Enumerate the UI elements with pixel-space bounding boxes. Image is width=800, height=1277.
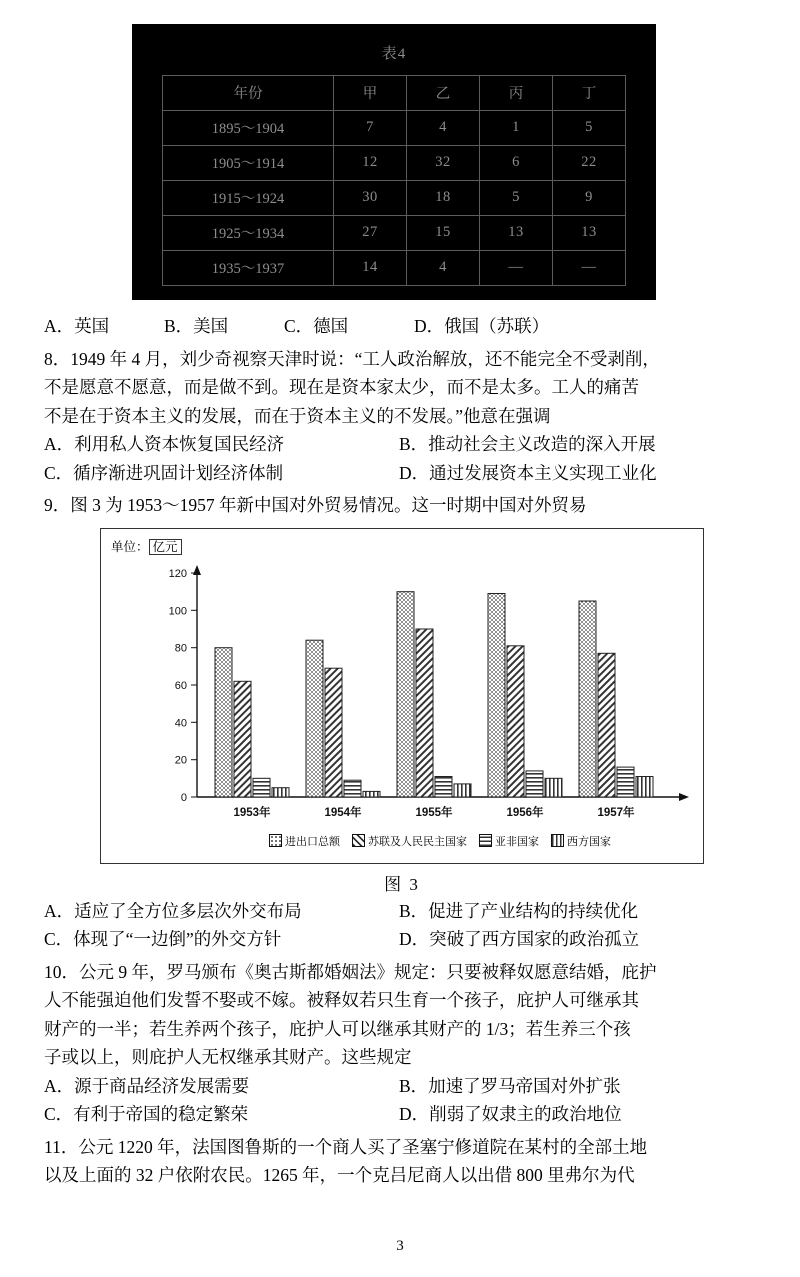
table-row: [163, 181, 626, 216]
table4-header-ding: 丁: [553, 76, 626, 111]
q10-stem-line3: 财产的一半；若生养两个孩子，庇护人可以继承其财产的 1/3；若生养三个孩: [44, 1018, 631, 1039]
q10-option-b: B．加速了罗马帝国对外扩张: [399, 1075, 621, 1096]
legend-swatch-diagonal: [352, 834, 365, 847]
table-row: [163, 216, 626, 251]
table4-row1-v2: 6: [480, 146, 553, 181]
table4-header-jia: 甲: [334, 76, 407, 111]
table4: [162, 75, 626, 286]
q7-options: [44, 312, 760, 341]
bar-group-1955: [397, 591, 471, 796]
q8-option-d: D．通过发展资本主义实现工业化: [399, 462, 657, 483]
legend-item-1: [352, 833, 467, 849]
question-9: [44, 491, 760, 954]
x-tick-1953: 1953年: [233, 806, 271, 819]
q9-stem: 9．图 3 为 1953～1957 年新中国对外贸易情况。这一时期中国对外贸易: [44, 495, 587, 515]
table4-row2-v3: 9: [553, 181, 626, 216]
table4-row0-year: 1895～1904: [163, 111, 334, 146]
figure-3-chart: [100, 528, 704, 864]
svg-text:120: 120: [168, 567, 187, 580]
q8-options-row2: [44, 459, 760, 488]
page-content: [44, 24, 760, 1190]
table4-row3-v0: 27: [334, 216, 407, 251]
table4-header-year: 年份: [163, 76, 334, 111]
q8-option-b: B．推动社会主义改造的深入开展: [399, 434, 656, 454]
q10-options-row1: [44, 1072, 760, 1101]
legend-label-3: 西方国家: [567, 835, 611, 848]
q7-option-d: D．俄国（苏联）: [414, 316, 550, 336]
q8-options-row1: [44, 430, 760, 459]
page-number: 3: [396, 1238, 404, 1254]
table4-row3-year: 1925～1934: [163, 216, 334, 251]
table4-row3-v1: 15: [407, 216, 480, 251]
q8-stem-line3: 不是在于资本主义的发展，而在于资本主义的不发展。”他意在强调: [44, 405, 551, 426]
svg-text:60: 60: [174, 679, 187, 692]
bar-chart-svg: [101, 529, 705, 865]
question-8: [44, 345, 760, 488]
table4-row0-v0: 7: [334, 111, 407, 146]
table4-title: 表4: [381, 46, 407, 62]
legend-label-0: 进出口总额: [285, 835, 340, 848]
bar-group-1957: [579, 601, 653, 797]
table-row: [163, 146, 626, 181]
x-tick-1957: 1957年: [597, 806, 635, 819]
table4-row1-v1: 32: [407, 146, 480, 181]
table4-row4-v3: —: [553, 251, 626, 286]
q10-stem-line2: 人不能强迫他们发誓不娶或不嫁。被释奴若只生育一个孩子，庇护人可继承其: [44, 990, 639, 1010]
table4-row2-v2: 5: [480, 181, 553, 216]
table4-row2-v0: 30: [334, 181, 407, 216]
table4-row3-v2: 13: [480, 216, 553, 251]
legend-swatch-dots: [269, 834, 282, 847]
q9-option-c: C．体现了“一边倒”的外交方针: [44, 929, 282, 949]
legend-item-0: [269, 833, 340, 849]
legend-item-2: [479, 833, 539, 849]
svg-text:0: 0: [180, 791, 187, 804]
table4-row4-v0: 14: [334, 251, 407, 286]
table4-row0-v1: 4: [407, 111, 480, 146]
table4-header-yi: 乙: [407, 76, 480, 111]
q11-stem-line2: 以及上面的 32 户依附农民。1265 年，一个克吕尼商人以出借 800 里弗尔为代: [44, 1165, 635, 1185]
bar-group-1956: [488, 593, 562, 797]
q8-stem-line1: 8．1949 年 4 月，刘少奇视察天津时说：“工人政治解放，还不能完全不受剥削，: [44, 348, 660, 369]
q10-stem-line1: 10．公元 9 年，罗马颁布《奥古斯都婚姻法》规定：只要被释奴愿意结婚，庇护: [44, 961, 657, 982]
table4-header-bing: 丙: [480, 76, 553, 111]
svg-text:80: 80: [174, 642, 187, 655]
q7-option-b: B．美国: [164, 316, 229, 336]
q8-option-a: A．利用私人资本恢复国民经济: [44, 434, 285, 454]
legend-swatch-horizontal: [479, 834, 492, 847]
chart-legend: [269, 833, 611, 849]
table4-row2-v1: 18: [407, 181, 480, 216]
q9-option-d: D．突破了西方国家的政治孤立: [399, 929, 640, 949]
table-row: [163, 111, 626, 146]
q9-options-row1: [44, 897, 760, 926]
q9-options-row2: [44, 925, 760, 954]
x-tick-1956: 1956年: [506, 806, 544, 819]
svg-text:100: 100: [168, 604, 187, 617]
question-10: [44, 958, 760, 1129]
x-tick-1954: 1954年: [324, 806, 362, 819]
q9-option-a: A．适应了全方位多层次外交布局: [44, 900, 302, 921]
q7-option-a: A．英国: [44, 316, 110, 336]
x-tick-1955: 1955年: [415, 806, 453, 819]
q8-option-c: C．循序渐进巩固计划经济体制: [44, 462, 284, 483]
q7-option-c: C．德国: [284, 316, 349, 336]
legend-label-1: 苏联及人民民主国家: [368, 835, 467, 848]
table4-row0-v2: 1: [480, 111, 553, 146]
svg-text:40: 40: [174, 716, 187, 729]
table-row: [163, 251, 626, 286]
chart-unit-value: 亿元: [149, 539, 182, 555]
legend-swatch-vertical: [551, 834, 564, 847]
table4-row0-v3: 5: [553, 111, 626, 146]
legend-label-2: 亚非国家: [495, 835, 539, 848]
q10-option-a: A．源于商品经济发展需要: [44, 1075, 250, 1096]
chart-unit-prefix: 单位：: [111, 539, 149, 554]
q11-stem-line1: 11．公元 1220 年，法国图鲁斯的一个商人买了圣塞宁修道院在某村的全部土地: [44, 1136, 648, 1157]
svg-text:20: 20: [174, 754, 187, 767]
table4-container: [132, 24, 656, 300]
q10-option-c: C．有利于帝国的稳定繁荣: [44, 1104, 249, 1124]
legend-item-3: [551, 833, 611, 849]
table4-row1-v3: 22: [553, 146, 626, 181]
q10-stem-line4: 子或以上，则庇护人无权继承其财产。这些规定: [44, 1047, 412, 1067]
table4-row2-year: 1915～1924: [163, 181, 334, 216]
table4-row4-v2: —: [480, 251, 553, 286]
table4-row4-year: 1935～1937: [163, 251, 334, 286]
table4-row1-year: 1905～1914: [163, 146, 334, 181]
figure-3-caption: 图 3: [384, 874, 420, 894]
bar-group-1954: [306, 640, 380, 797]
question-11: [44, 1133, 760, 1190]
table4-row1-v0: 12: [334, 146, 407, 181]
bar-group-1953: [215, 647, 289, 796]
q10-options-row2: [44, 1100, 760, 1129]
q9-option-b: B．促进了产业结构的持续优化: [399, 900, 639, 921]
q10-option-d: D．削弱了奴隶主的政治地位: [399, 1104, 622, 1124]
table4-row4-v1: 4: [407, 251, 480, 286]
table-header-row: [163, 76, 626, 111]
q8-stem-line2: 不是愿意不愿意，而是做不到。现在是资本家太少，而不是太多。工人的痛苦: [44, 377, 639, 397]
table4-row3-v3: 13: [553, 216, 626, 251]
